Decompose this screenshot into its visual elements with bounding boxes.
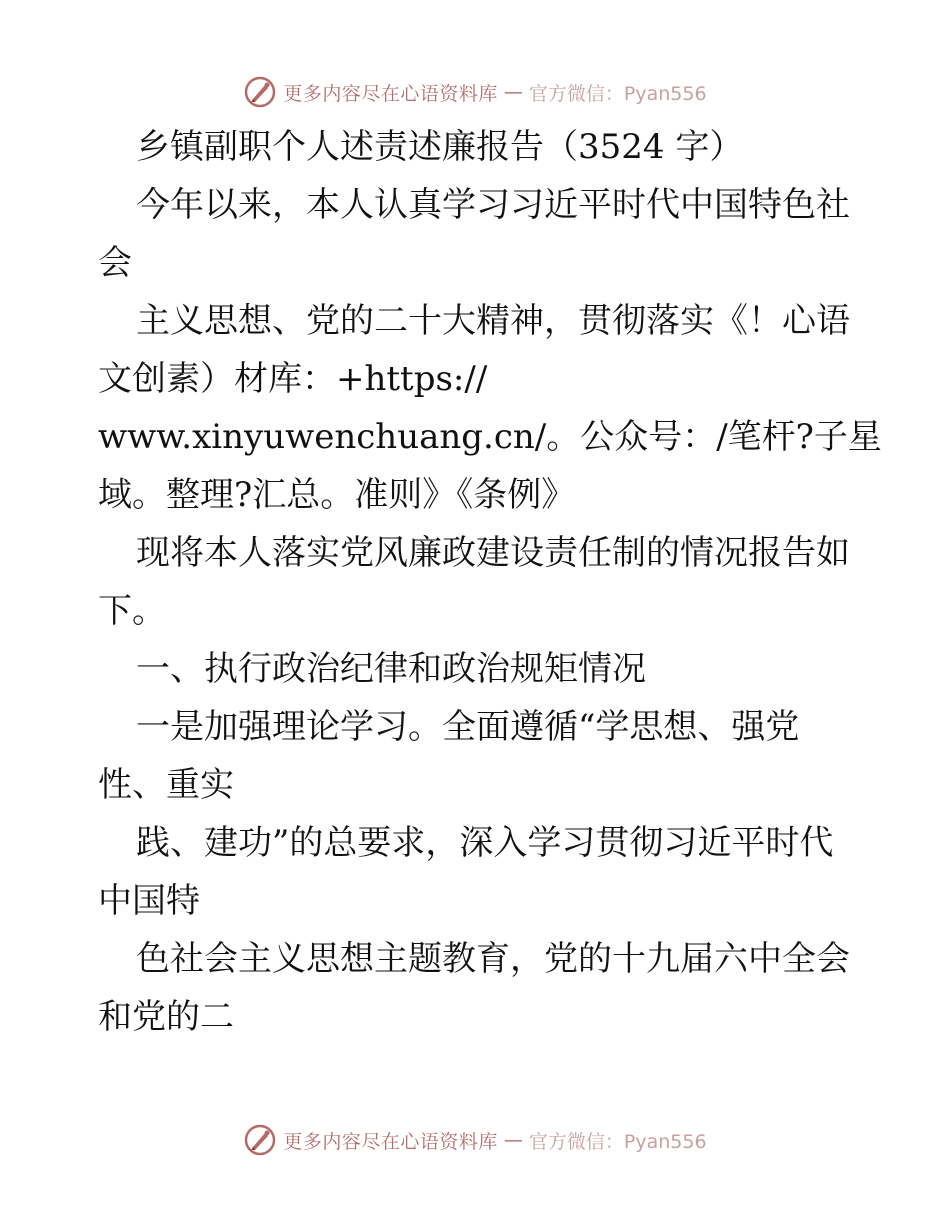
paragraph-line: 现将本人落实党风廉政建设责任制的情况报告如 — [136, 533, 850, 573]
watermark-dash: — — [503, 1129, 523, 1151]
paragraph-line: 主义思想、党的二十大精神，贯彻落实《！心语 — [136, 301, 850, 341]
watermark-wechat: 官方微信：Pyan556 — [528, 1130, 707, 1153]
watermark-text: 更多内容尽在心语资料库 — [283, 82, 498, 105]
paragraph-line: 会 — [98, 243, 132, 283]
paragraph-line: 文创素）材库：+https:// — [98, 359, 488, 399]
paragraph-line: 中国特 — [98, 881, 200, 921]
watermark-text: 更多内容尽在心语资料库 — [283, 1130, 498, 1153]
watermark-dash: — — [503, 81, 523, 103]
paragraph-line: 域。整理?汇总。准则》《条例》 — [98, 475, 576, 515]
pen-quill-logo-icon — [243, 1123, 277, 1157]
paragraph-line: 和党的二 — [98, 997, 234, 1037]
document-body — [98, 118, 882, 1046]
document-title: 乡镇副职个人述责述廉报告（3524 字） — [136, 127, 744, 167]
paragraph-line: 一是加强理论学习。全面遵循“学思想、强党 — [136, 707, 800, 747]
paragraph-line: 色社会主义思想主题教育，党的十九届六中全会 — [136, 939, 850, 979]
header-watermark — [0, 72, 950, 112]
pen-quill-logo-icon — [243, 75, 277, 109]
watermark-wechat: 官方微信：Pyan556 — [528, 82, 707, 105]
paragraph-line: 性、重实 — [98, 765, 234, 805]
section-heading: 一、执行政治纪律和政治规矩情况 — [136, 649, 646, 689]
paragraph-line: 今年以来，本人认真学习习近平时代中国特色社 — [136, 185, 850, 225]
paragraph-line: www.xinyuwenchuang.cn/。公众号：/笔杆?子星 — [98, 417, 882, 457]
paragraph-line: 践、建功”的总要求，深入学习贯彻习近平时代 — [136, 823, 834, 863]
footer-watermark — [0, 1120, 950, 1160]
paragraph-line: 下。 — [98, 591, 166, 631]
